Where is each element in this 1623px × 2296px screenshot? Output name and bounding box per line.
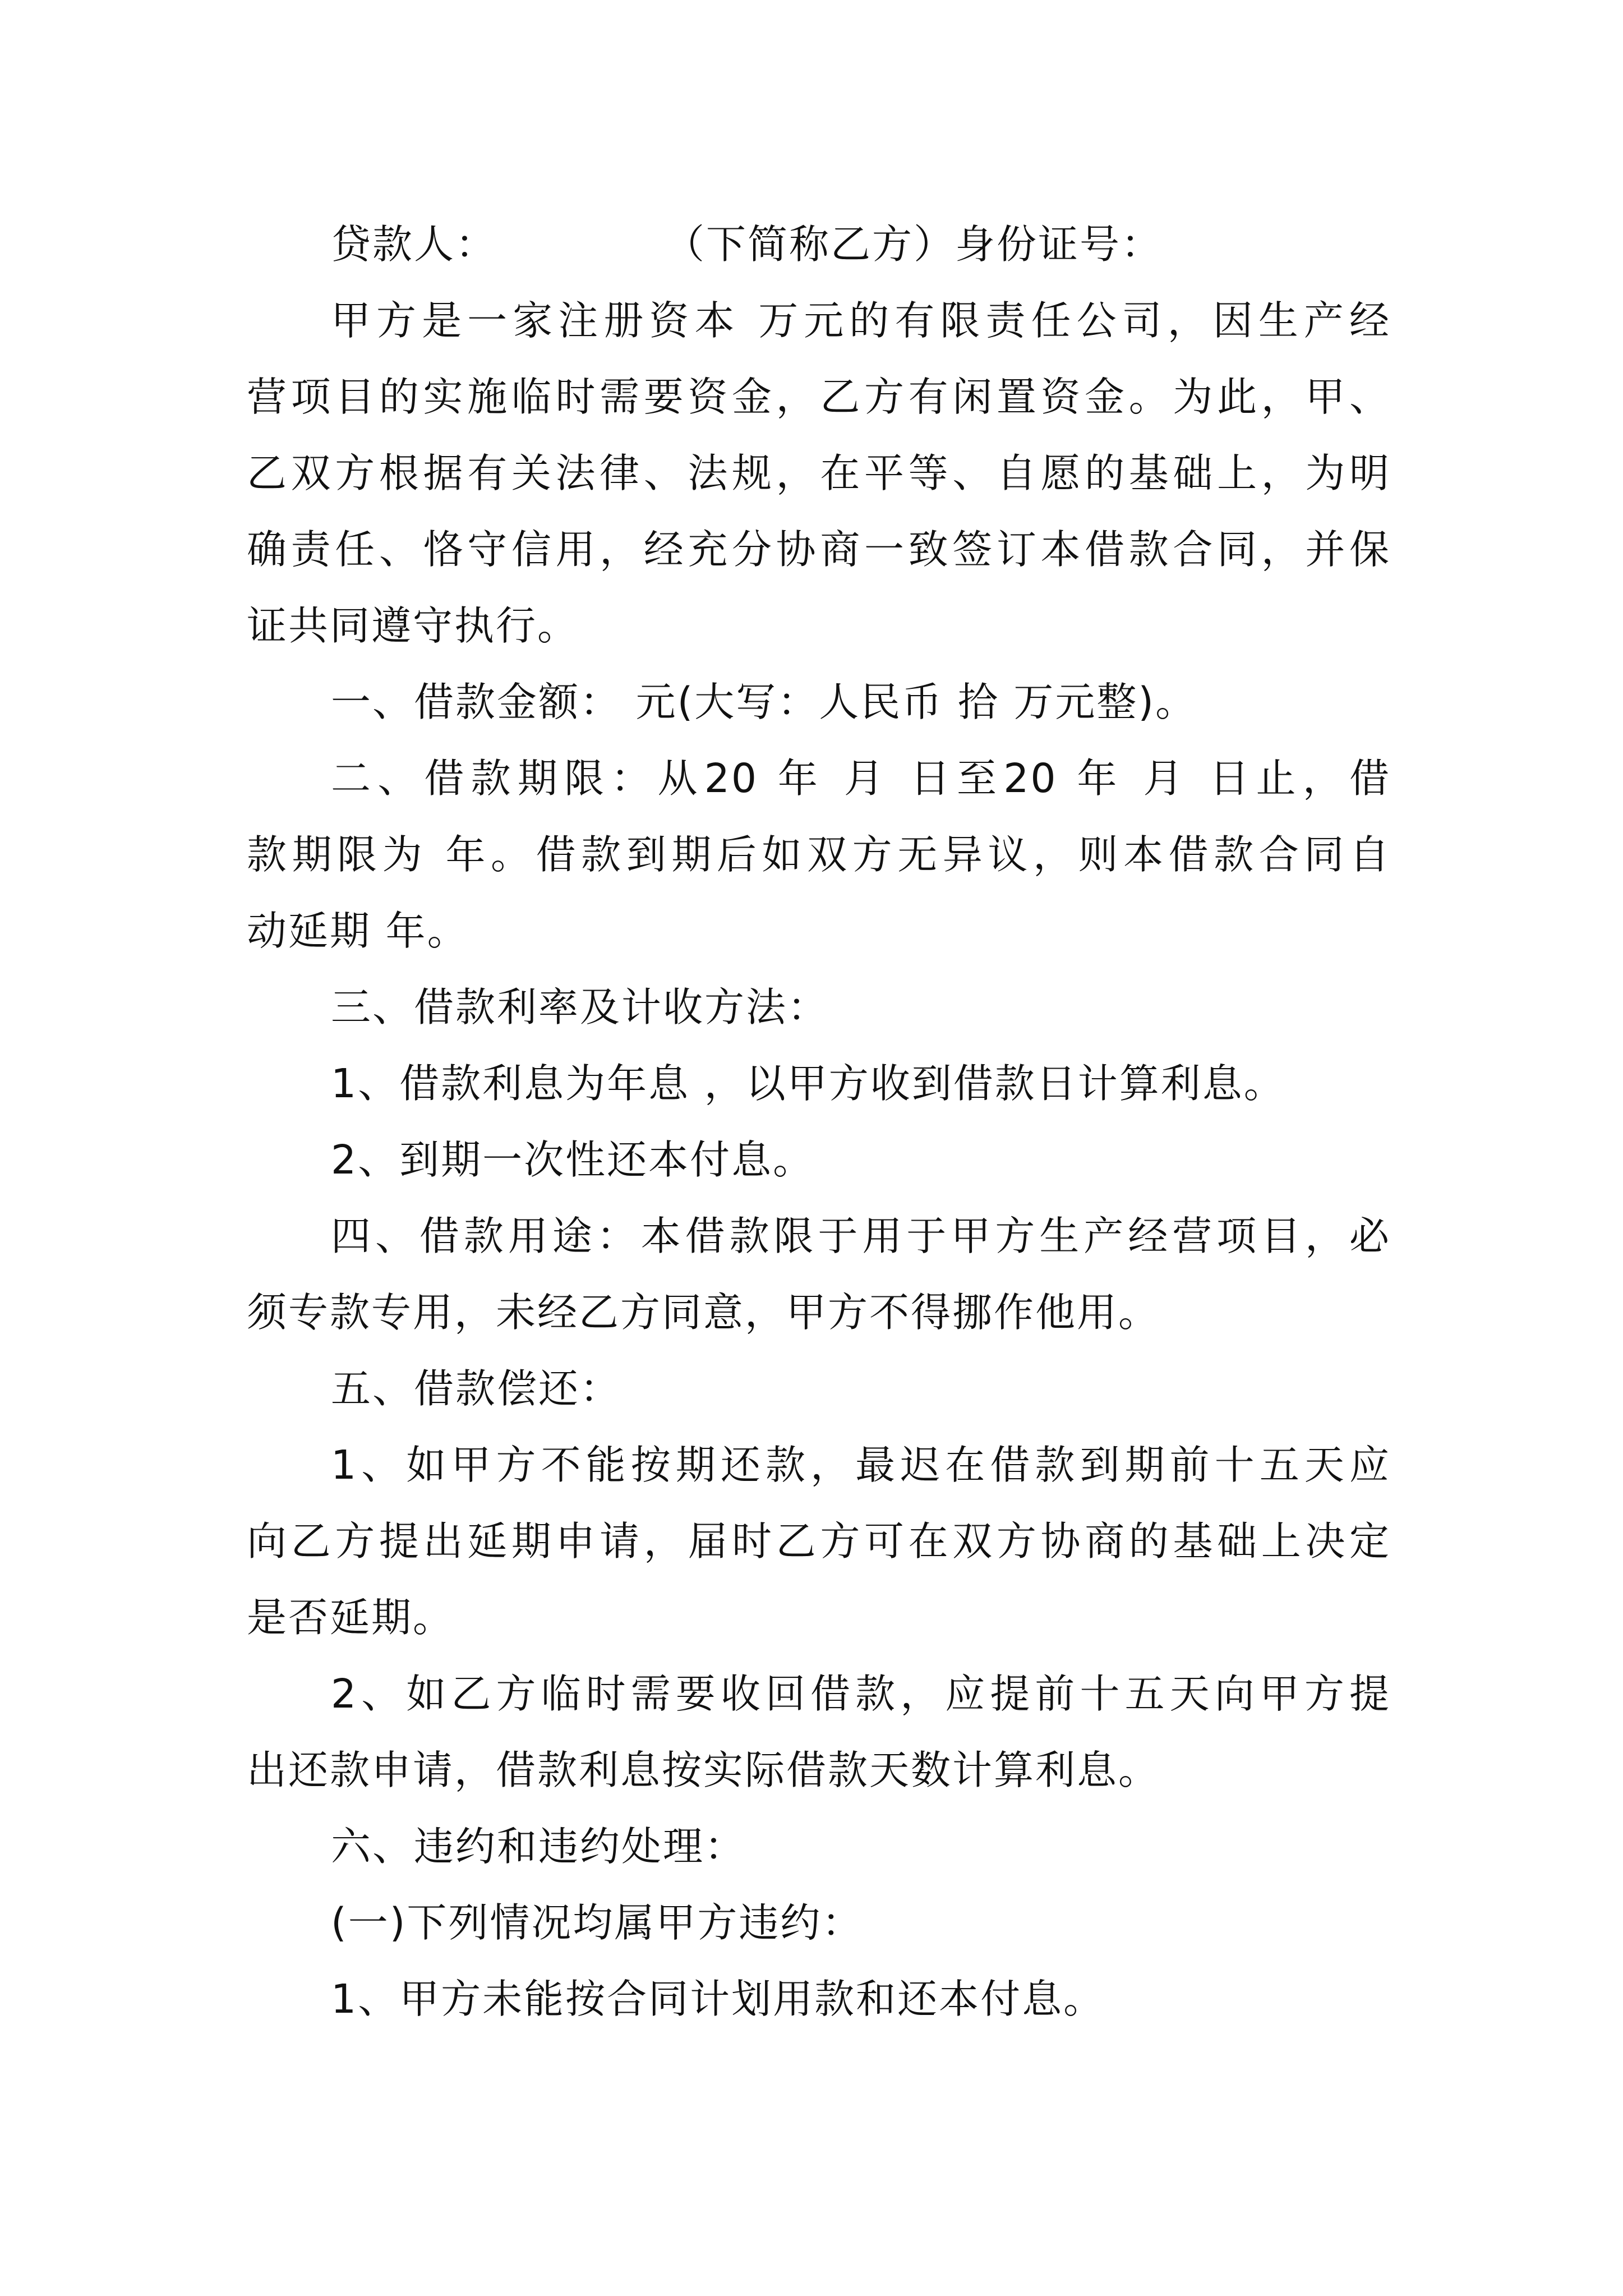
text-line: 1、甲方未能按合同计划用款和还本付息。 [331,1976,1105,2022]
text-line: 须专款专用，未经乙方同意，甲方不得挪作他用。 [247,1289,1160,1336]
text-line: 确责任、恪守信用，经充分协商一致签订本借款合同，并保 [247,526,1391,573]
text-line: 证共同遵守执行。 [247,602,579,649]
text-line: 一、借款金额： 元(大写：人民币 拾 万元整)。 [331,679,1197,725]
text-line: 款期限为 年。借款到期后如双方无异议，则本借款合同自 [247,831,1391,878]
text-line: 四、借款用途：本借款限于用于甲方生产经营项目，必 [331,1213,1391,1259]
text-line: (一)下列情况均属甲方违约： [331,1899,864,1946]
text-line: 2、如乙方临时需要收回借款，应提前十五天向甲方提 [331,1671,1391,1717]
text-line: 1、借款利息为年息 ，以甲方收到借款日计算利息。 [331,1060,1285,1107]
text-line: 乙双方根据有关法律、法规，在平等、自愿的基础上，为明 [247,450,1391,496]
text-line: 五、借款偿还： [331,1365,622,1412]
text-line: 甲方是一家注册资本 万元的有限责任公司，因生产经 [331,297,1391,344]
text-line: 是否延期。 [247,1594,455,1641]
text-line: 出还款申请，借款利息按实际借款天数计算利息。 [247,1747,1160,1793]
text-line: 1、如甲方不能按期还款，最迟在借款到期前十五天应 [331,1442,1391,1488]
text-line: 三、借款利率及计收方法： [331,984,829,1030]
text-line: 贷款人： （下简称乙方）身份证号： [331,221,1163,268]
text-line: 六、违约和违约处理： [331,1823,746,1870]
text-line: 二、借款期限：从20 年 月 日至20 年 月 日止，借 [331,755,1391,802]
text-line: 向乙方提出延期申请，届时乙方可在双方协商的基础上决定 [247,1518,1391,1565]
text-line: 动延期 年。 [247,908,469,954]
text-line: 2、到期一次性还本付息。 [331,1137,815,1183]
text-line: 营项目的实施临时需要资金，乙方有闲置资金。为此，甲、 [247,374,1391,420]
